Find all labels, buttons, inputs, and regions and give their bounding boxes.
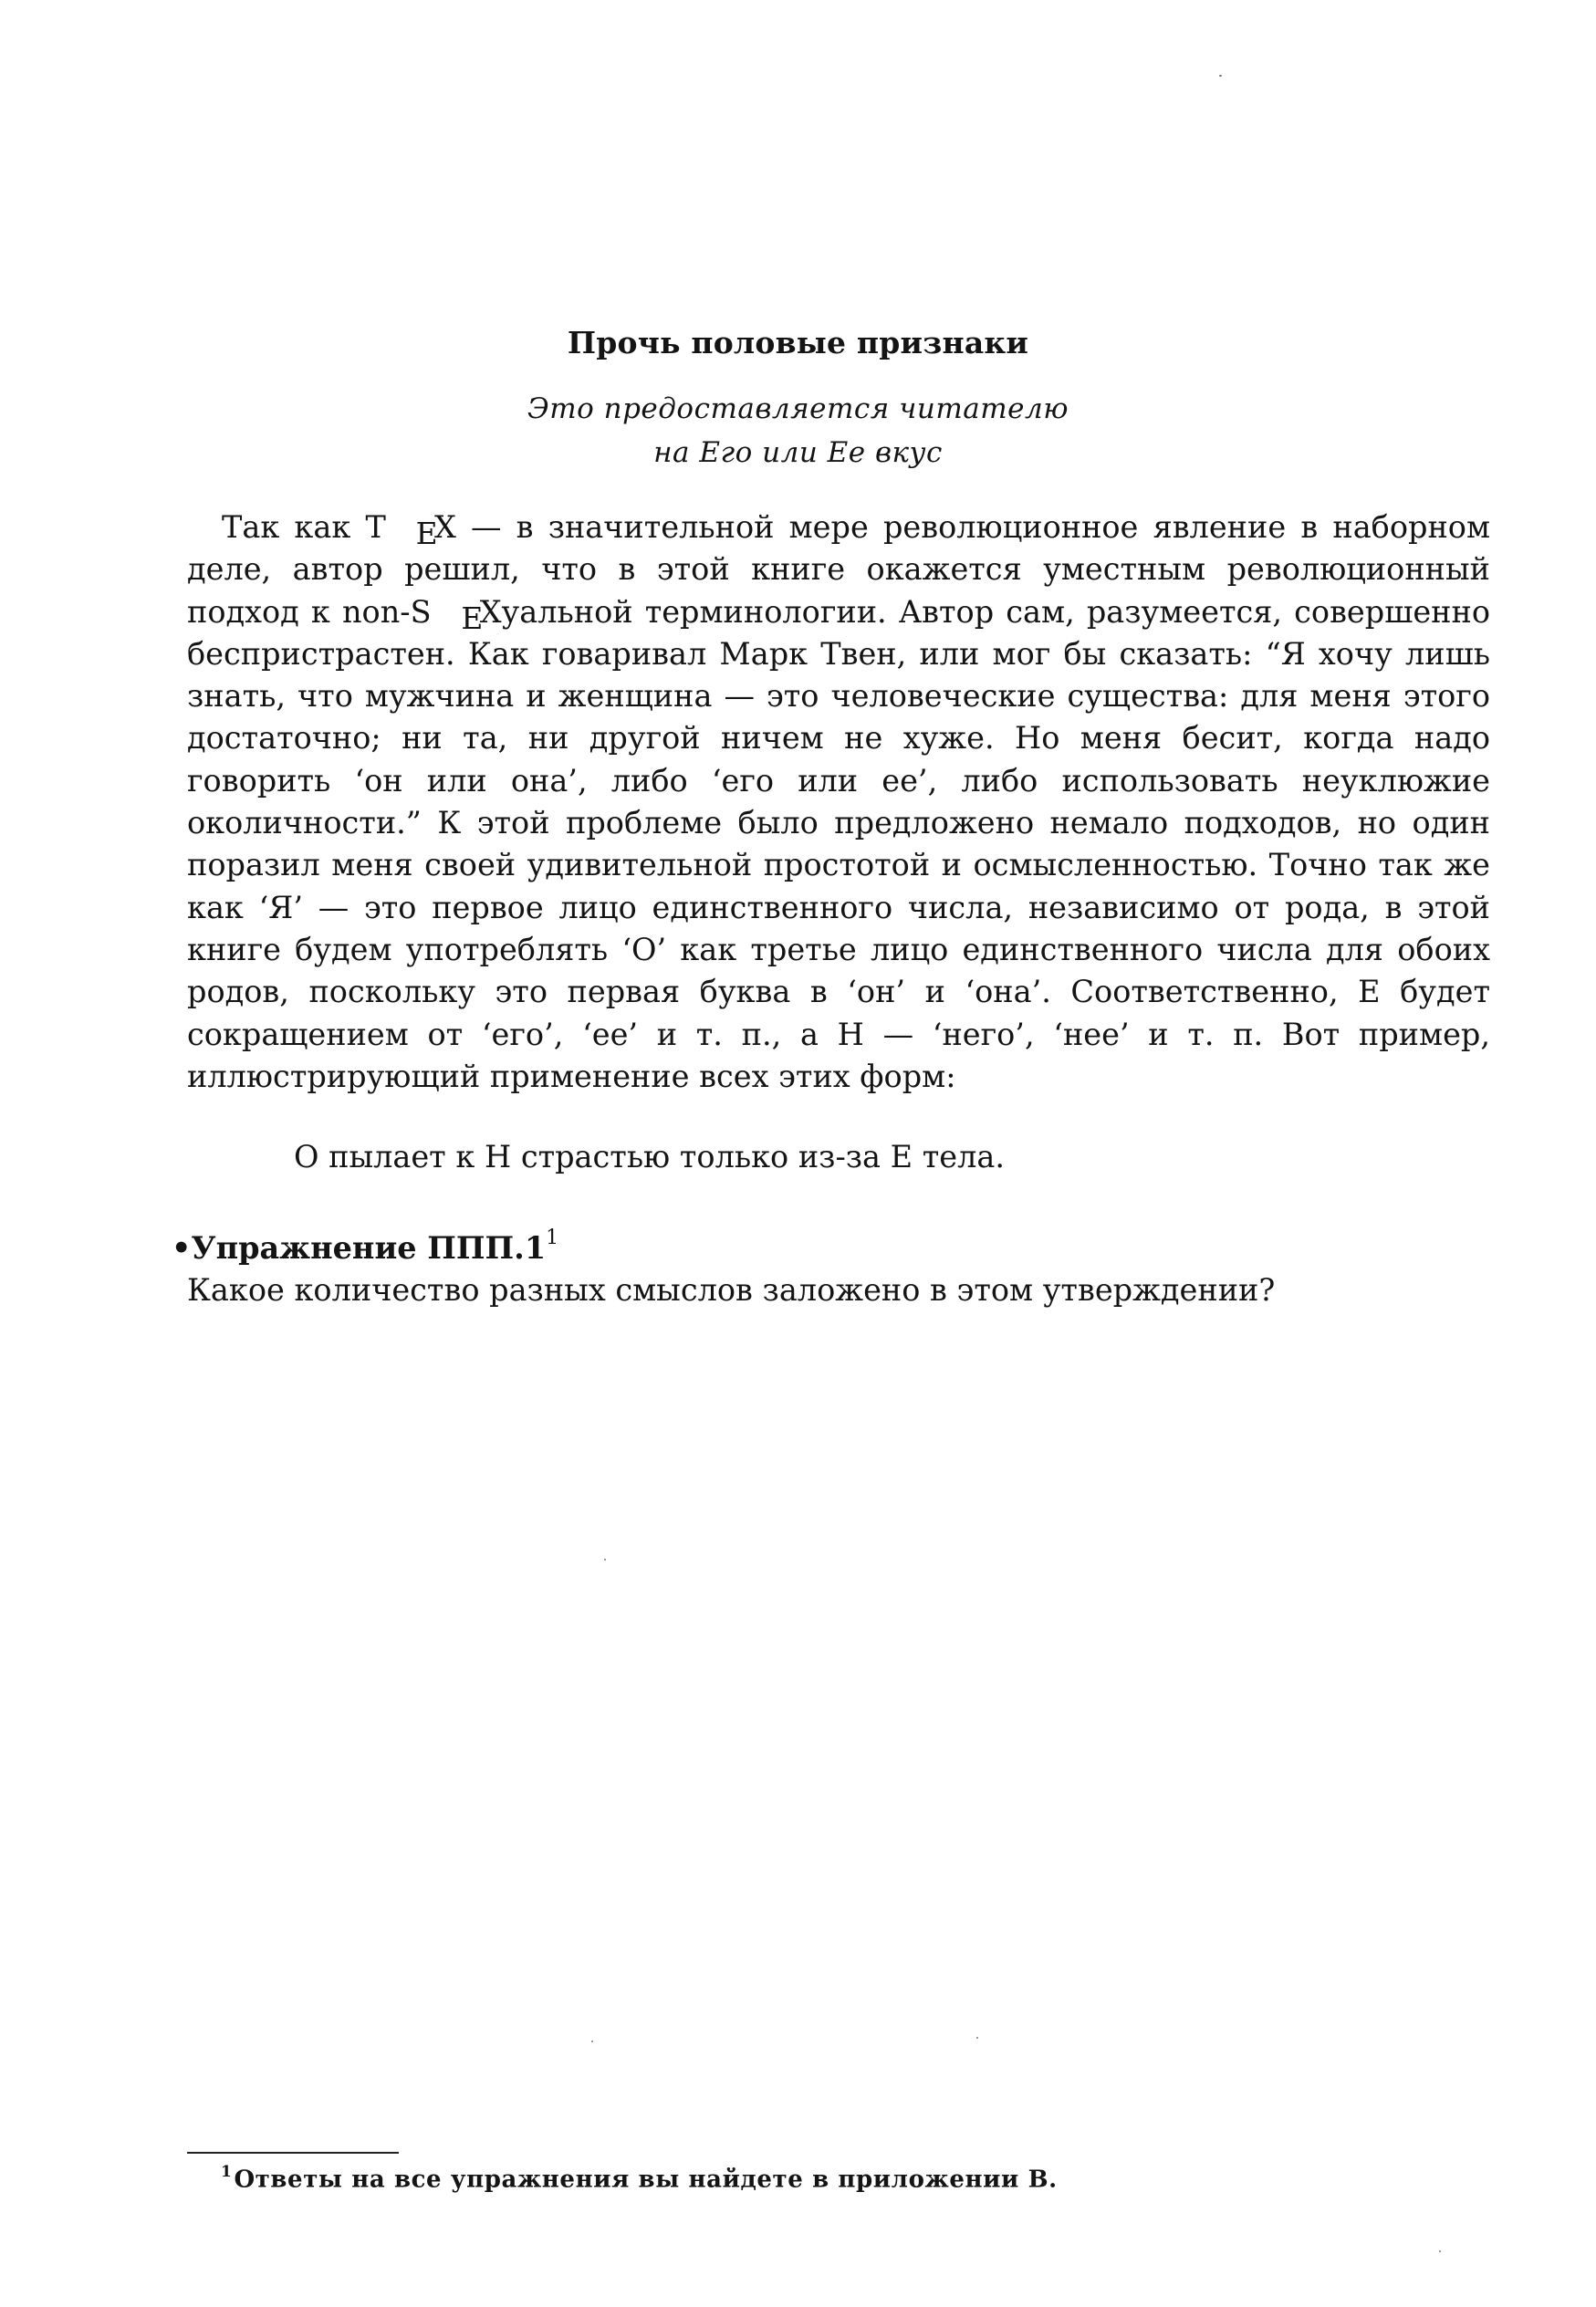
main-paragraph [187,506,1490,1098]
paragraph-text: — в значительной мере революционное явление в наборном деле, автор решил, что в этой книге окажется уместным революционный подход к non- [187,509,1490,630]
exercise-heading [172,1221,1275,1269]
exercise-question: Какое количество разных смыслов заложено в этом утверждении? [187,1272,1276,1309]
sex-logo-x: X [479,593,502,630]
example-sentence: О пылает к Н страстью только из-за Е тела. [294,1139,1006,1174]
sex-logo [410,593,502,636]
scan-speck [1439,2250,1441,2252]
epigraph-line: на Его или Ее вкус [653,436,943,469]
epigraph-line: Это предоставляется читателю [527,392,1069,425]
exercise-label: Упражнение ППП.1 [191,1230,547,1267]
bullet-icon: • [172,1230,192,1267]
epigraph [0,387,1596,475]
paragraph [187,506,1490,1098]
exercise-block [172,1221,1275,1311]
scan-speck [976,2037,978,2039]
footnote-mark: 1 [221,2163,233,2181]
scan-speck [1219,75,1222,77]
section-title: Прочь половые признаки [567,325,1029,360]
sex-logo-s: S [410,593,432,630]
paragraph-text: уальной терминологии. Автор сам, разумеется, совершенно беспристрастен. Как говаривал Марк Твен, или мог бы сказать: “Я хочу лишь знать, что мужчина и женщина — это человеческие существа: для меня этого достаточно; ни та, ни другой ничем не хуже. Но меня бесит, когда надо говорить ‘он или она’, либо ‘его или ее’, либо использовать неуклюжие околичности.” К этой проблеме было предложено немало подходов, но один поразил меня своей удивительной простотой и осмысленностью. Точно так же как ‘Я’ — это первое лицо единственного числа, независимо от рода, в этой книге будем употреблять ‘О’ как третье лицо единственного числа для обоих родов, поскольку это первая буква в ‘он’ и ‘она’. Соответственно, Е будет сокращением от ‘его’, ‘ее’ и т. п., а Н — ‘него’, ‘нее’ и т. п. Вот пример, иллюстрирующий применение всех этих форм: [187,593,1490,1094]
footnote [221,2165,1058,2194]
tex-logo-e: E [415,517,438,552]
scan-speck [604,1559,606,1561]
tex-logo-x: X [433,509,456,545]
footnote-text: Ответы на все упражнения вы найдете в приложении В. [234,2166,1058,2194]
tex-logo-t: T [365,509,386,545]
sex-logo-e: E [461,600,484,636]
scan-speck [591,2041,593,2042]
footnote-reference: 1 [546,1227,559,1249]
footnote-divider [187,2152,399,2154]
paragraph-lead: Так как [222,509,366,545]
tex-logo [365,509,456,552]
